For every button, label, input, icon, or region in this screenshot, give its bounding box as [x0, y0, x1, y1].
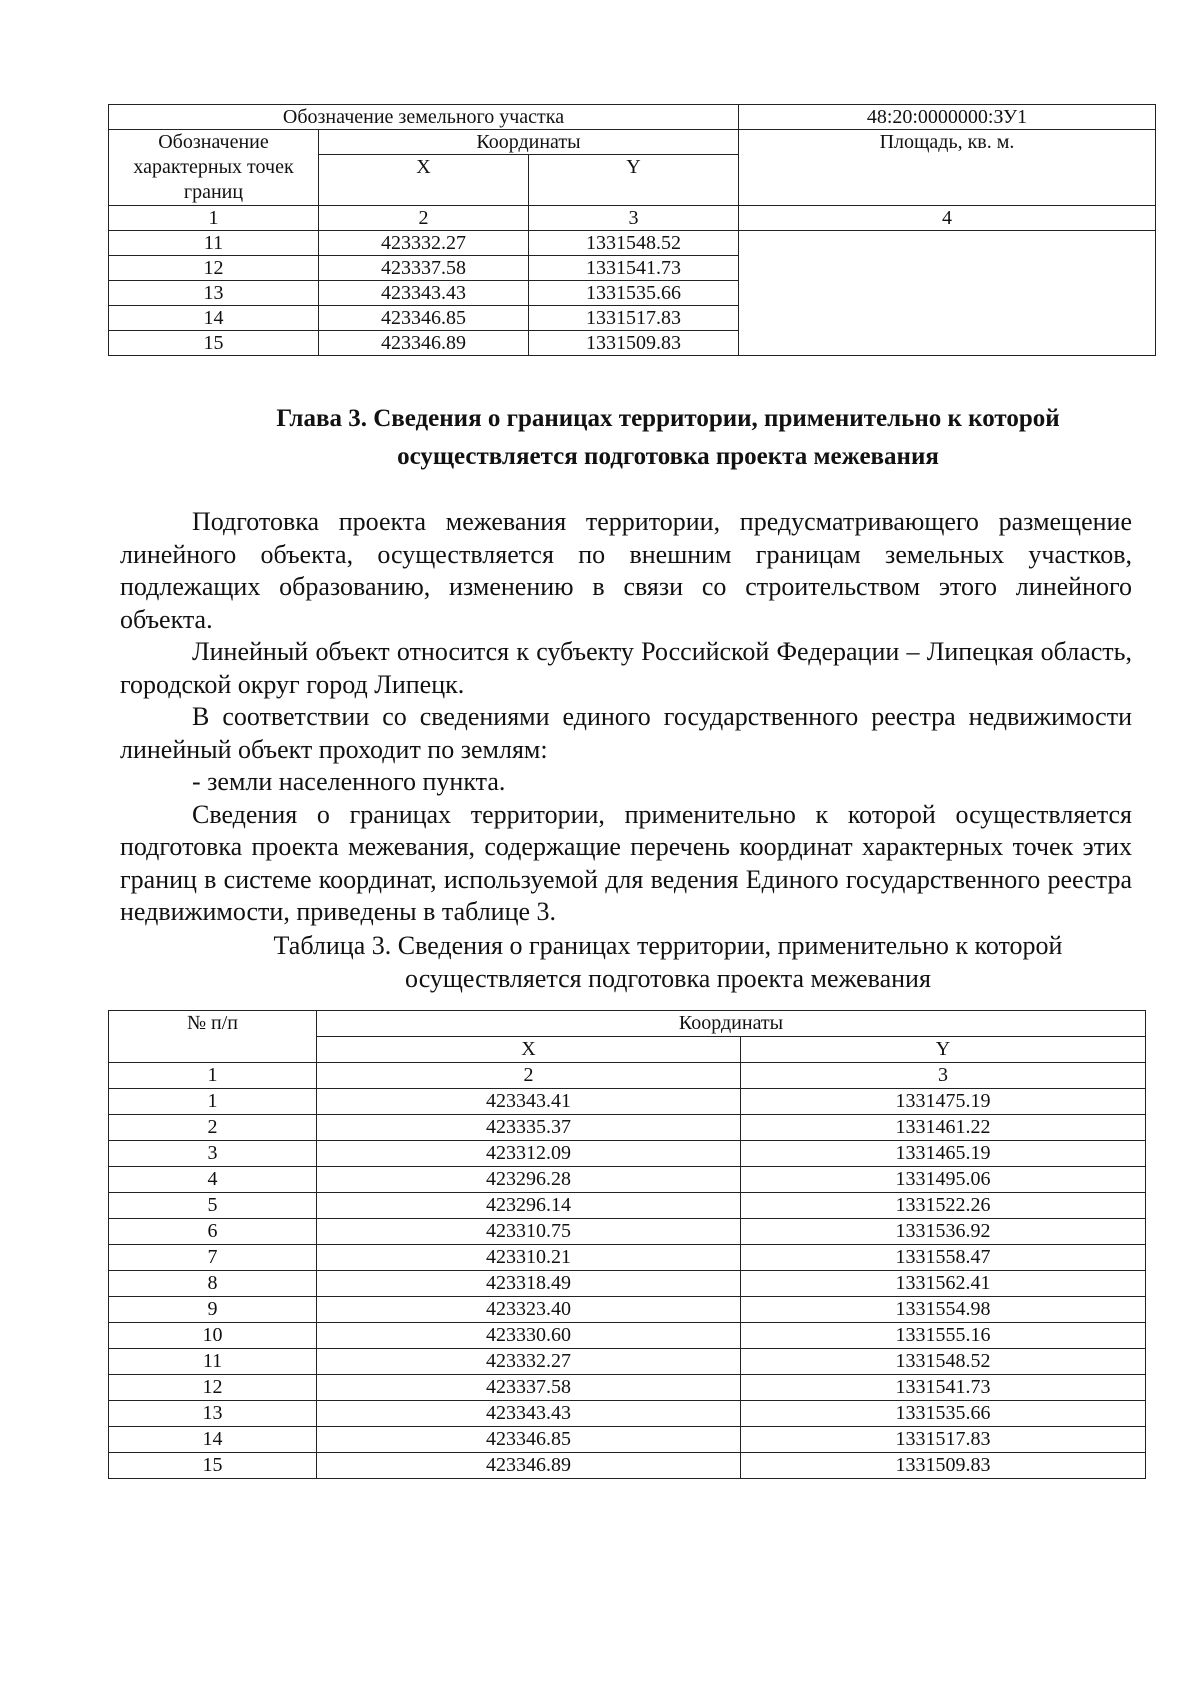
number-cell: 12	[109, 1375, 317, 1401]
x-cell: 423346.89	[317, 1453, 741, 1479]
x-cell: 423335.37	[317, 1115, 741, 1141]
x-cell: 423337.58	[317, 1375, 741, 1401]
y-cell: 1331548.52	[529, 231, 739, 256]
x-cell: 423318.49	[317, 1271, 741, 1297]
paragraph: Подготовка проекта межевания территории, предусматривающего размещение линейного объекта, осуществляется по внешним границам земельных участков, подлежащих образованию, изменению в связи со строительством этого линейного объекта.	[120, 507, 1132, 634]
area-header: Площадь, кв. м.	[739, 130, 1156, 206]
y-cell: 1331522.26	[741, 1193, 1146, 1219]
col-number: 2	[317, 1063, 741, 1089]
points-header: Обозначение характерных точек границ	[109, 130, 319, 206]
col-number: 2	[319, 206, 529, 231]
table-row	[109, 1453, 1146, 1479]
y-cell: 1331558.47	[741, 1245, 1146, 1271]
parcel-coordinates-table	[108, 104, 1156, 356]
chapter-heading-line: осуществляется подготовка проекта межевания	[397, 443, 939, 470]
area-cell	[739, 231, 1156, 356]
col-number: 3	[741, 1063, 1146, 1089]
y-cell: 1331548.52	[741, 1349, 1146, 1375]
table-caption-line: осуществляется подготовка проекта межевания	[405, 963, 931, 993]
table-row	[109, 1141, 1146, 1167]
point-cell: 13	[109, 281, 319, 306]
table-row	[109, 1115, 1146, 1141]
y-cell: 1331475.19	[741, 1089, 1146, 1115]
col-number: 1	[109, 1063, 317, 1089]
y-cell: 1331517.83	[741, 1427, 1146, 1453]
y-cell: 1331541.73	[741, 1375, 1146, 1401]
point-cell: 14	[109, 306, 319, 331]
point-cell: 11	[109, 231, 319, 256]
number-cell: 4	[109, 1167, 317, 1193]
table-row	[109, 1271, 1146, 1297]
x-cell: 423312.09	[317, 1141, 741, 1167]
x-cell: 423332.27	[317, 1349, 741, 1375]
coords-header: Координаты	[319, 130, 739, 155]
x-cell: 423332.27	[319, 231, 529, 256]
point-cell: 12	[109, 256, 319, 281]
table-row	[109, 1245, 1146, 1271]
y-cell: 1331541.73	[529, 256, 739, 281]
chapter-heading	[108, 400, 1200, 476]
number-cell: 7	[109, 1245, 317, 1271]
y-cell: 1331509.83	[529, 331, 739, 356]
number-cell: 10	[109, 1323, 317, 1349]
x-cell: 423323.40	[317, 1297, 741, 1323]
x-cell: 423310.21	[317, 1245, 741, 1271]
table-row	[109, 1349, 1146, 1375]
y-cell: 1331536.92	[741, 1219, 1146, 1245]
x-cell: 423346.85	[317, 1427, 741, 1453]
y-cell: 1331461.22	[741, 1115, 1146, 1141]
x-cell: 423343.41	[317, 1089, 741, 1115]
y-cell: 1331495.06	[741, 1167, 1146, 1193]
table-row	[109, 1323, 1146, 1349]
x-cell: 423346.85	[319, 306, 529, 331]
number-cell: 9	[109, 1297, 317, 1323]
col-number: 4	[739, 206, 1156, 231]
col-number: 3	[529, 206, 739, 231]
number-cell: 5	[109, 1193, 317, 1219]
number-cell: 15	[109, 1453, 317, 1479]
y-cell: 1331465.19	[741, 1141, 1146, 1167]
table-row	[109, 1219, 1146, 1245]
y-cell: 1331517.83	[529, 306, 739, 331]
number-header: № п/п	[109, 1011, 317, 1063]
x-cell: 423343.43	[317, 1401, 741, 1427]
table-row	[109, 1401, 1146, 1427]
table-row	[109, 1427, 1146, 1453]
y-header: Y	[529, 155, 739, 206]
y-header: Y	[741, 1037, 1146, 1063]
x-cell: 423310.75	[317, 1219, 741, 1245]
number-cell: 6	[109, 1219, 317, 1245]
parcel-id-cell: 48:20:0000000:ЗУ1	[739, 105, 1156, 130]
table-caption-line: Таблица 3. Сведения о границах территории, применительно к которой	[273, 931, 1063, 960]
x-header: X	[319, 155, 529, 206]
chapter-heading-line: Глава 3. Сведения о границах территории, применительно к которой	[276, 405, 1060, 432]
y-cell: 1331535.66	[741, 1401, 1146, 1427]
number-cell: 1	[109, 1089, 317, 1115]
table-caption	[108, 930, 1200, 995]
paragraph: - земли населенного пункта.	[192, 767, 506, 796]
number-cell: 13	[109, 1401, 317, 1427]
paragraph: В соответствии со сведениями единого государственного реестра недвижимости линейный объект проходит по землям:	[120, 702, 1132, 764]
body-text	[120, 506, 1132, 929]
y-cell: 1331562.41	[741, 1271, 1146, 1297]
paragraph: Линейный объект относится к субъекту Российской Федерации – Липецкая область, городской округ город Липецк.	[120, 637, 1132, 699]
x-cell: 423343.43	[319, 281, 529, 306]
x-header: X	[317, 1037, 741, 1063]
table-row	[109, 1375, 1146, 1401]
territory-boundary-table	[108, 1010, 1146, 1479]
point-cell: 15	[109, 331, 319, 356]
x-cell: 423346.89	[319, 331, 529, 356]
number-cell: 11	[109, 1349, 317, 1375]
y-cell: 1331535.66	[529, 281, 739, 306]
x-cell: 423296.14	[317, 1193, 741, 1219]
y-cell: 1331554.98	[741, 1297, 1146, 1323]
number-cell: 3	[109, 1141, 317, 1167]
col-number: 1	[109, 206, 319, 231]
number-cell: 14	[109, 1427, 317, 1453]
table-row	[109, 1297, 1146, 1323]
table-row	[109, 1193, 1146, 1219]
x-cell: 423337.58	[319, 256, 529, 281]
table-row	[109, 1089, 1146, 1115]
y-cell: 1331555.16	[741, 1323, 1146, 1349]
x-cell: 423330.60	[317, 1323, 741, 1349]
number-cell: 8	[109, 1271, 317, 1297]
y-cell: 1331509.83	[741, 1453, 1146, 1479]
parcel-label-cell: Обозначение земельного участка	[109, 105, 739, 130]
paragraph: Сведения о границах территории, применительно к которой осуществляется подготовка проекта межевания, содержащие перечень координат характерных точек этих границ в системе координат, используемой для ведения Единого государственного реестра недвижимости, приведены в таблице 3.	[120, 799, 1132, 926]
x-cell: 423296.28	[317, 1167, 741, 1193]
table-row	[109, 231, 1156, 256]
table-row	[109, 1167, 1146, 1193]
coords-header: Координаты	[317, 1011, 1146, 1037]
number-cell: 2	[109, 1115, 317, 1141]
